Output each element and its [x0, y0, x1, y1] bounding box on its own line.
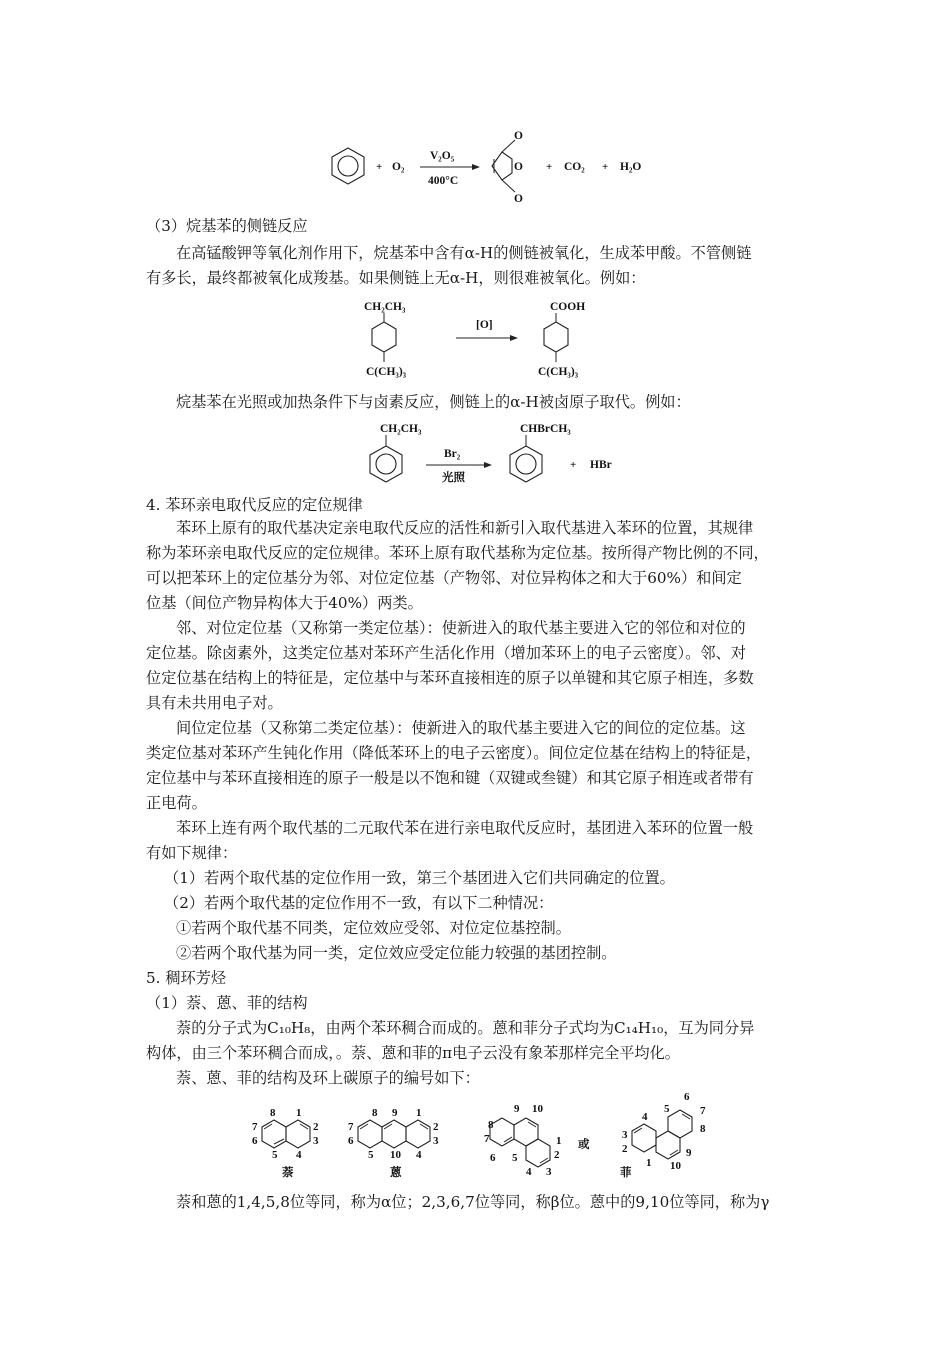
position-number: 2	[554, 1149, 560, 1161]
plus-sign: +	[376, 161, 383, 173]
paragraph-line: 可以把苯环上的定位基分为邻、对位定位基（产物邻、对位异构体之和大于60%）和间定	[146, 569, 742, 587]
paragraph-line: 苯环上连有两个取代基的二元取代苯在进行亲电取代反应时，基团进入苯环的位置一般	[176, 819, 754, 837]
benzene-ring	[510, 446, 542, 482]
position-number: 1	[416, 1107, 422, 1119]
carbonyl-oxygen-bottom: O	[514, 193, 523, 205]
temperature-label: 400°C	[428, 175, 459, 187]
position-number: 2	[313, 1121, 319, 1133]
maleic-anhydride-structure	[492, 140, 515, 192]
phenanthrene-structure-b	[632, 1110, 692, 1159]
fused-aromatics-figure	[250, 1088, 730, 1192]
plus-sign: +	[570, 459, 577, 471]
ring-oxygen: O	[514, 161, 523, 173]
paragraph-line: 在高锰酸钾等氧化剂作用下，烷基苯中含有α-H的侧链被氧化，生成苯甲酸。不管侧链	[176, 244, 752, 262]
paragraph-line: 类定位基对苯环产生钝化作用（降低苯环上的电子云密度）。间位定位基在结构上的特征是，	[146, 744, 762, 762]
or-label: 或	[578, 1139, 590, 1151]
position-number: 7	[252, 1121, 258, 1133]
position-number: 2	[622, 1143, 628, 1155]
co2-product: CO₂	[564, 161, 585, 173]
position-number: 6	[490, 1152, 496, 1164]
list-item: ①若两个取代基不同类，定位效应受邻、对位定位基控制。	[176, 919, 571, 937]
light-condition: 光照	[442, 472, 465, 484]
paragraph-line: 构体，由三个苯环稠合而成，。萘、蒽和菲的π电子云没有象苯那样完全平均化。	[146, 1044, 680, 1062]
position-number: 10	[532, 1103, 543, 1115]
benzene-oxidation-scheme	[330, 126, 670, 206]
section-heading: （1）萘、蒽、菲的结构	[146, 994, 308, 1012]
paragraph-line: 萘和蒽的1,4,5,8位等同，称为α位；2,3,6,7位等同，称β位。蒽中的9,10位等同，称为γ	[176, 1193, 770, 1211]
anthracene-label: 蒽	[390, 1167, 402, 1179]
position-number: 3	[546, 1166, 552, 1178]
water-product: H₂O	[620, 161, 642, 173]
position-number: 3	[433, 1135, 439, 1147]
plus-sign: +	[602, 161, 609, 173]
anthracene-structure	[358, 1120, 430, 1148]
section-heading: （3）烷基苯的侧链反应	[146, 217, 308, 235]
paragraph-line: 萘的分子式为C₁₀H₈，由两个苯环稠合而成的。蒽和菲分子式均为C₁₄H₁₀，互为同分异	[176, 1019, 755, 1037]
product-group-label: CHBrCH₃	[520, 423, 571, 435]
paragraph-line: 称为苯环亲电取代反应的定位规律。苯环上原有取代基称为定位基。按所得产物比例的不同，	[146, 544, 769, 562]
position-number: 5	[368, 1149, 374, 1161]
paragraph-line: 萘、蒽、菲的结构及环上碳原子的编号如下：	[176, 1069, 480, 1087]
position-number: 1	[646, 1157, 652, 1169]
position-number: 10	[670, 1160, 681, 1172]
paragraph-line: 间位定位基（又称第二类定位基）：使新进入的取代基主要进入它的间位的定位基。这	[176, 719, 746, 737]
paragraph-line: 有多长，最终都被氧化成羧基。如果侧链上无α-H，则很难被氧化。例如：	[146, 269, 646, 287]
oxygen-reagent: O₂	[392, 161, 405, 173]
paragraph-line: 烷基苯在光照或加热条件下与卤素反应，侧链上的α-H被卤原子取代。例如：	[176, 393, 691, 411]
position-number: 4	[526, 1166, 532, 1178]
benzene-ring	[372, 322, 396, 352]
position-number: 1	[296, 1107, 302, 1119]
product-group-label: COOH	[550, 301, 586, 313]
position-number: 3	[313, 1135, 319, 1147]
position-number: 6	[252, 1135, 258, 1147]
position-number: 8	[372, 1107, 378, 1119]
position-number: 7	[700, 1105, 706, 1117]
section-heading: 4. 苯环亲电取代反应的定位规律	[146, 496, 363, 514]
list-item: （1）若两个取代基的定位作用一致，第三个基团进入它们共同确定的位置。	[164, 869, 675, 887]
benzene-ring	[370, 446, 402, 482]
position-number: 7	[484, 1133, 490, 1145]
position-number: 8	[270, 1107, 276, 1119]
paragraph-line: 正电荷。	[146, 794, 207, 812]
reaction-arrowhead	[472, 164, 480, 170]
plus-sign: +	[546, 161, 553, 173]
benzene-ring	[544, 322, 568, 352]
paragraph-line: 具有未共用电子对。	[146, 694, 283, 712]
position-number: 9	[686, 1147, 692, 1159]
position-number: 3	[622, 1129, 628, 1141]
position-number: 5	[512, 1152, 518, 1164]
section-heading: 5. 稠环芳烃	[146, 969, 227, 987]
list-item: ②若两个取代基为同一类，定位效应受定位能力较强的基团控制。	[176, 944, 617, 962]
hbr-product: HBr	[590, 459, 612, 471]
position-number: 7	[348, 1121, 354, 1133]
position-number: 6	[348, 1135, 354, 1147]
position-number: 9	[392, 1107, 398, 1119]
substituent-label: CH₂CH₃	[380, 423, 422, 435]
position-number: 8	[700, 1123, 706, 1135]
substituent-label: C(CH₃)₃	[366, 366, 407, 378]
benzene-ring	[332, 148, 364, 184]
paragraph-line: 定位基中与苯环直接相连的原子一般是以不饱和键（双键或叁键）和其它原子相连或者带有	[146, 769, 754, 787]
phenanthrene-label: 菲	[620, 1167, 632, 1179]
reaction-arrowhead	[484, 462, 492, 468]
position-number: 2	[433, 1121, 439, 1133]
naphthalene-structure	[262, 1120, 310, 1148]
list-item: （2）若两个取代基的定位作用不一致，有以下二种情况：	[164, 894, 554, 912]
paragraph-line: 苯环上原有的取代基决定亲电取代反应的活性和新引入取代基进入苯环的位置，其规律	[176, 519, 754, 537]
substituent-label: C(CH₃)₃	[538, 366, 579, 378]
oxidant-label: [O]	[476, 319, 493, 331]
bromine-reagent: Br₂	[444, 448, 461, 460]
reaction-arrowhead	[510, 335, 518, 341]
position-number: 4	[296, 1149, 302, 1161]
position-number: 1	[556, 1135, 562, 1147]
position-number: 6	[684, 1091, 690, 1103]
phenanthrene-structure-a	[490, 1118, 550, 1167]
catalyst-label: V₂O₅	[430, 150, 455, 162]
side-chain-halogenation-scheme	[364, 420, 644, 488]
position-number: 9	[514, 1103, 520, 1115]
position-number: 4	[416, 1149, 422, 1161]
position-number: 5	[272, 1149, 278, 1161]
paragraph-line: 位基（间位产物异构体大于40%）两类。	[146, 594, 423, 612]
position-number: 10	[390, 1149, 401, 1161]
naphthalene-label: 萘	[282, 1167, 294, 1179]
position-number: 4	[642, 1111, 648, 1123]
paragraph-line: 定位基。除卤素外，这类定位基对苯环产生活化作用（增加苯环上的电子云密度）。邻、对	[146, 644, 746, 662]
carbonyl-oxygen-top: O	[514, 130, 523, 142]
paragraph-line: 邻、对位定位基（又称第一类定位基）：使新进入的取代基主要进入它的邻位和对位的	[176, 619, 746, 637]
paragraph-line: 位定位基在结构上的特征是，定位基中与苯环直接相连的原子以单键和其它原子相连，多数	[146, 669, 754, 687]
position-number: 5	[664, 1103, 670, 1115]
position-number: 8	[488, 1119, 494, 1131]
paragraph-line: 有如下规律：	[146, 844, 238, 862]
substituent-label: CH₂CH₃	[364, 301, 406, 313]
side-chain-oxidation-scheme	[360, 296, 620, 384]
